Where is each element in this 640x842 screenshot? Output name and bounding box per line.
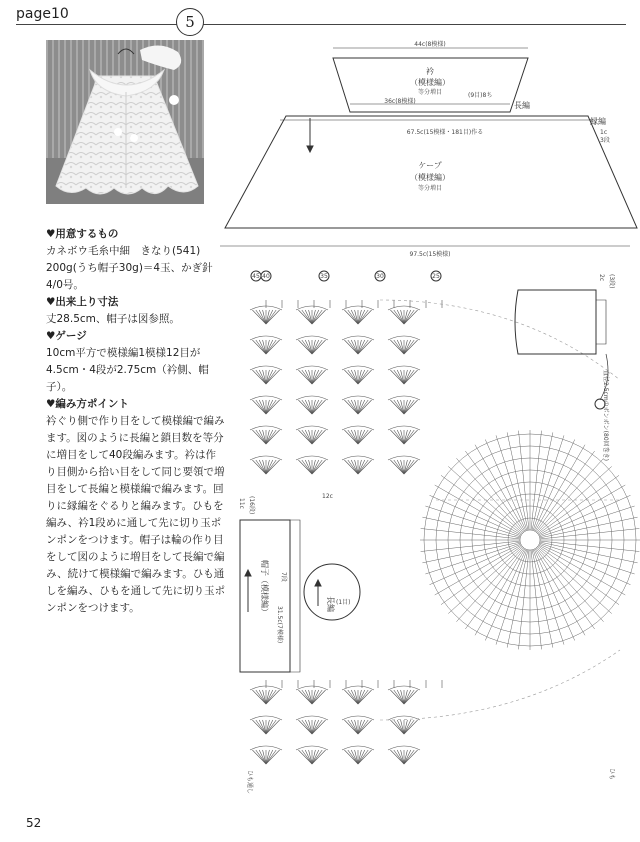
crown-spoke bbox=[456, 458, 523, 532]
crown-spoke bbox=[533, 550, 564, 645]
stitch-mark bbox=[358, 460, 365, 474]
fan-arc bbox=[296, 426, 328, 430]
stitch-mark bbox=[404, 460, 411, 474]
crown-spoke bbox=[448, 547, 522, 614]
stitch-mark bbox=[305, 750, 312, 764]
fan-arc bbox=[388, 686, 420, 690]
pompom-note: 直径2.5cmのポンポン(80回巻き) bbox=[602, 370, 609, 462]
stitch-mark bbox=[266, 720, 273, 734]
stitch-mark bbox=[312, 690, 319, 704]
stitch-mark bbox=[358, 720, 365, 734]
stitch-mark bbox=[397, 690, 404, 704]
fan-arc bbox=[342, 366, 374, 370]
fan-arc bbox=[250, 336, 282, 340]
stitch-mark bbox=[397, 460, 404, 474]
fan-arc bbox=[250, 426, 282, 430]
crown-spoke bbox=[485, 440, 526, 531]
stitch-mark bbox=[351, 310, 358, 324]
stitch-mark bbox=[252, 460, 266, 474]
collar-title: 衿 bbox=[426, 67, 434, 76]
stitch-mark bbox=[358, 750, 365, 764]
edge-size-label: 1c bbox=[600, 129, 608, 136]
fan-arc bbox=[388, 336, 420, 340]
stitch-mark bbox=[312, 460, 319, 474]
stitch-mark bbox=[266, 460, 273, 474]
stitch-mark bbox=[404, 340, 418, 354]
stitch-mark bbox=[298, 370, 312, 384]
stitch-mark bbox=[358, 340, 372, 354]
stitch-mark bbox=[312, 690, 326, 704]
stitch-mark bbox=[404, 460, 418, 474]
stitch-mark bbox=[266, 430, 273, 444]
bonnet-sketch bbox=[515, 290, 608, 409]
stitch-mark bbox=[266, 310, 273, 324]
cape-width-label: 97.5c(15模様) bbox=[409, 251, 451, 258]
crown-spoke bbox=[540, 541, 639, 551]
stitch-mark bbox=[390, 370, 404, 384]
stitch-mark bbox=[390, 460, 404, 474]
dim-right-rows: (3段) bbox=[608, 274, 615, 289]
stitch-mark bbox=[259, 430, 266, 444]
crown-spoke bbox=[540, 529, 639, 539]
stitch-mark bbox=[266, 400, 273, 414]
crown-spoke bbox=[537, 547, 611, 614]
crown-spoke bbox=[456, 547, 523, 621]
stitch-mark bbox=[312, 460, 326, 474]
fan-arc bbox=[388, 306, 420, 310]
stitch-mark bbox=[344, 340, 358, 354]
stitch-mark bbox=[344, 750, 358, 764]
stitch-mark bbox=[312, 750, 326, 764]
stitch-mark bbox=[266, 430, 280, 444]
stitch-mark bbox=[344, 400, 358, 414]
crown-spoke bbox=[430, 495, 521, 536]
stitch-mark bbox=[390, 430, 404, 444]
crown-spoke bbox=[533, 435, 564, 530]
stitch-mark bbox=[312, 370, 326, 384]
crown-spoke bbox=[421, 541, 520, 551]
collar-width-label: 44c(8模様) bbox=[414, 41, 446, 48]
collar-rows-label: (9目)8ち bbox=[468, 92, 493, 99]
fan-arc bbox=[388, 746, 420, 750]
stitch-mark bbox=[404, 340, 411, 354]
hat-title: 帽子（模様編） bbox=[260, 560, 269, 616]
stitch-mark bbox=[252, 430, 266, 444]
row-mark-30: 30 bbox=[376, 273, 384, 280]
stitch-mark bbox=[312, 400, 326, 414]
stitch-mark bbox=[259, 750, 266, 764]
stitch-mark bbox=[266, 690, 280, 704]
stitch-mark bbox=[397, 340, 404, 354]
stitch-mark bbox=[259, 340, 266, 354]
crown-spoke bbox=[539, 544, 630, 585]
tie-label: ひも通し bbox=[246, 770, 253, 795]
stitch-mark bbox=[252, 340, 266, 354]
row-mark-25: 25 bbox=[432, 273, 440, 280]
page-number: 52 bbox=[26, 816, 42, 830]
crown-ring bbox=[520, 530, 540, 550]
stitch-mark bbox=[358, 370, 365, 384]
stitch-mark bbox=[259, 720, 266, 734]
stitch-mark bbox=[312, 400, 319, 414]
stitch-mark bbox=[344, 430, 358, 444]
stitch-mark bbox=[298, 690, 312, 704]
fan-arc bbox=[388, 426, 420, 430]
stitch-mark bbox=[404, 370, 411, 384]
stitch-mark bbox=[252, 370, 266, 384]
fan-arc bbox=[296, 716, 328, 720]
stitch-mark bbox=[298, 720, 312, 734]
stitch-mark bbox=[390, 400, 404, 414]
hat-rows-label: 7段 bbox=[280, 572, 287, 582]
cape-pattern-label: （模様編） bbox=[410, 173, 450, 182]
stitch-mark bbox=[351, 400, 358, 414]
stitch-chart-bottom bbox=[250, 680, 442, 764]
stitch-mark bbox=[404, 690, 411, 704]
fan-arc bbox=[250, 396, 282, 400]
stitch-mark bbox=[397, 400, 404, 414]
crown-spoke bbox=[537, 458, 604, 532]
crown-spoke bbox=[531, 431, 541, 530]
stitch-mark bbox=[358, 460, 372, 474]
crown-spoke bbox=[496, 550, 527, 645]
stitch-mark bbox=[344, 720, 358, 734]
stitch-mark bbox=[404, 720, 418, 734]
stitch-mark bbox=[404, 430, 418, 444]
cape-title: ケープ bbox=[418, 161, 442, 170]
stitch-chart-top bbox=[250, 300, 442, 474]
stitch-mark bbox=[404, 310, 411, 324]
gauge-heading: ♥ゲージ bbox=[46, 330, 87, 342]
fan-arc bbox=[388, 396, 420, 400]
stitch-mark bbox=[312, 310, 319, 324]
fan-arc bbox=[388, 456, 420, 460]
fan-arc bbox=[296, 456, 328, 460]
crown-spoke bbox=[421, 529, 520, 539]
crown-spoke bbox=[496, 435, 527, 530]
crown-spoke bbox=[539, 495, 630, 536]
collar-note: 等分増目 bbox=[417, 89, 443, 96]
materials-text: カネボウ毛糸中細 きなり(541) 200g(うち帽子30g)＝4玉、かぎ針4/0号。 bbox=[46, 245, 213, 291]
stitch-mark bbox=[305, 430, 312, 444]
stitch-mark bbox=[312, 750, 319, 764]
stitch-mark bbox=[358, 400, 365, 414]
crown-spoke bbox=[540, 506, 635, 537]
stitch-mark bbox=[312, 370, 319, 384]
stitch-mark bbox=[298, 310, 312, 324]
crown-spoke bbox=[534, 549, 575, 640]
row-mark-35: 35 bbox=[320, 273, 328, 280]
row-mark-40: 40 bbox=[262, 273, 270, 280]
fan-arc bbox=[250, 716, 282, 720]
stitch-mark bbox=[266, 750, 273, 764]
row-marks bbox=[251, 271, 441, 281]
stitch-mark bbox=[266, 370, 280, 384]
stitch-mark bbox=[358, 750, 372, 764]
stitch-mark bbox=[358, 430, 372, 444]
stitch-mark bbox=[305, 310, 312, 324]
fan-arc bbox=[296, 306, 328, 310]
gauge-text: 10cm平方で模様編1模様12目が4.5cm・4段が2.75cm（衿側、帽子）。 bbox=[46, 347, 209, 393]
fan-arc bbox=[342, 716, 374, 720]
fan-arc bbox=[342, 306, 374, 310]
stitch-mark bbox=[404, 720, 411, 734]
hat-width-label: 31.5c(7模様) bbox=[276, 606, 283, 644]
stitch-mark bbox=[252, 400, 266, 414]
dashed-guides bbox=[380, 300, 620, 720]
stitch-mark bbox=[390, 720, 404, 734]
stitch-mark bbox=[259, 690, 266, 704]
crown-spoke bbox=[430, 544, 521, 585]
stitch-mark bbox=[351, 430, 358, 444]
fan-arc bbox=[342, 426, 374, 430]
method-text: 衿ぐり側で作り目をして模様編で編みます。図のように長編と鎖目数を等分に増目をして40段編みます。衿は作り目側から拾い目をして同じ要領で増目をして長編と模様編で編みます。回りに縁編をぐるりと編みます。ひもを編み、衿1段めに通して先に切り玉ポンポンをつけます。帽子は輪の作り目をして図のように増目をして長編で編み、続けて模様編で編みます。ひも通しを編み、ひもを通して先に切り玉ポンポンをつけます。 bbox=[46, 415, 226, 614]
stitch-mark bbox=[404, 400, 411, 414]
stitch-mark bbox=[358, 310, 365, 324]
stitch-mark bbox=[404, 400, 418, 414]
stitch-mark bbox=[358, 310, 372, 324]
stitch-mark bbox=[305, 400, 312, 414]
stitch-mark bbox=[351, 460, 358, 474]
stitch-mark bbox=[358, 690, 365, 704]
stitch-mark bbox=[259, 370, 266, 384]
fan-arc bbox=[388, 366, 420, 370]
fan-arc bbox=[250, 456, 282, 460]
crown-spoke bbox=[534, 440, 575, 531]
row-mark-45: 45 bbox=[252, 273, 260, 280]
fan-arc bbox=[296, 366, 328, 370]
stitch-mark bbox=[351, 720, 358, 734]
stitch-mark bbox=[344, 460, 358, 474]
stitch-mark bbox=[298, 400, 312, 414]
stitch-mark bbox=[358, 400, 372, 414]
fan-arc bbox=[250, 746, 282, 750]
stitch-mark bbox=[397, 430, 404, 444]
stitch-mark bbox=[351, 340, 358, 354]
dim-right-label: 2c bbox=[598, 274, 605, 282]
tie-label-right: ひも bbox=[608, 768, 615, 781]
stitch-mark bbox=[404, 750, 411, 764]
stitch-mark bbox=[305, 720, 312, 734]
stitch-mark bbox=[404, 690, 418, 704]
stitch-mark bbox=[266, 750, 280, 764]
stitch-mark bbox=[312, 430, 319, 444]
size-heading: ♥出来上り寸法 bbox=[46, 296, 119, 308]
stitch-mark bbox=[252, 310, 266, 324]
stitch-mark bbox=[390, 310, 404, 324]
stitch-mark bbox=[390, 340, 404, 354]
stitch-mark bbox=[344, 310, 358, 324]
crown-spoke bbox=[531, 550, 541, 649]
stitch-mark bbox=[312, 720, 326, 734]
stitch-mark bbox=[404, 310, 418, 324]
cape-note: 等分増目 bbox=[417, 185, 443, 192]
stitch-mark bbox=[390, 750, 404, 764]
stitch-mark bbox=[266, 460, 280, 474]
stitch-mark bbox=[305, 690, 312, 704]
fan-arc bbox=[342, 456, 374, 460]
stitch-mark bbox=[266, 340, 280, 354]
stitch-mark bbox=[351, 690, 358, 704]
stitch-mark bbox=[305, 460, 312, 474]
fan-arc bbox=[296, 686, 328, 690]
stitch-mark bbox=[298, 460, 312, 474]
crown-spoke bbox=[540, 543, 635, 574]
stitch-mark bbox=[344, 370, 358, 384]
stitch-mark bbox=[266, 370, 273, 384]
stitch-mark bbox=[397, 370, 404, 384]
size-text: 丈28.5cm、帽子は図参照。 bbox=[46, 313, 180, 325]
stitch-mark bbox=[298, 750, 312, 764]
stitch-mark bbox=[266, 340, 273, 354]
stitch-mark bbox=[404, 750, 418, 764]
stitch-mark bbox=[397, 310, 404, 324]
stitch-mark bbox=[390, 690, 404, 704]
crown-spoke bbox=[519, 550, 529, 649]
crown-spoke bbox=[537, 547, 604, 621]
fan-arc bbox=[296, 336, 328, 340]
stitch-mark bbox=[358, 720, 372, 734]
stitch-mark bbox=[266, 400, 280, 414]
stitch-mark bbox=[312, 430, 326, 444]
edge-rows-label: 3段 bbox=[600, 137, 610, 144]
fan-arc bbox=[342, 336, 374, 340]
hat-schematic bbox=[240, 520, 360, 672]
stitch-mark bbox=[397, 720, 404, 734]
stitch-mark bbox=[259, 460, 266, 474]
page-label: page10 bbox=[16, 6, 69, 22]
stitch-mark bbox=[404, 370, 418, 384]
stitch-mark bbox=[259, 400, 266, 414]
stitch-mark bbox=[358, 370, 372, 384]
collar-pattern-label: （模様編） bbox=[410, 78, 450, 87]
stitch-mark bbox=[358, 430, 365, 444]
hat-crown-count: (1目) bbox=[336, 599, 351, 606]
hat-crown-chart bbox=[420, 430, 640, 650]
stitch-mark bbox=[252, 690, 266, 704]
fan-arc bbox=[250, 366, 282, 370]
stitch-mark bbox=[351, 370, 358, 384]
stitch-mark bbox=[259, 310, 266, 324]
hat-crown-label: 長編 bbox=[326, 596, 335, 612]
crown-spoke bbox=[485, 549, 526, 640]
fan-arc bbox=[296, 746, 328, 750]
cape-inner-width-label: 67.5c(15模様・181目)作る bbox=[406, 129, 484, 136]
stitch-mark bbox=[266, 720, 280, 734]
stitch-mark bbox=[351, 750, 358, 764]
dim-mid-label: 12c bbox=[322, 493, 333, 500]
stitch-mark bbox=[305, 370, 312, 384]
stitch-mark bbox=[252, 750, 266, 764]
fan-arc bbox=[388, 716, 420, 720]
crown-spoke bbox=[425, 543, 520, 574]
fan-arc bbox=[342, 396, 374, 400]
crown-spoke bbox=[425, 506, 520, 537]
fan-arc bbox=[296, 396, 328, 400]
stitch-mark bbox=[298, 430, 312, 444]
stitch-mark bbox=[312, 340, 326, 354]
stitch-mark bbox=[312, 340, 319, 354]
stitch-mark bbox=[305, 340, 312, 354]
materials-heading: ♥用意するもの bbox=[46, 228, 119, 240]
fan-arc bbox=[342, 686, 374, 690]
stitch-mark bbox=[312, 310, 326, 324]
stitch-mark bbox=[252, 720, 266, 734]
method-heading: ♥編み方ポイント bbox=[46, 398, 129, 410]
stitch-mark bbox=[404, 430, 411, 444]
stitch-mark bbox=[344, 690, 358, 704]
dim-left-label: 11c bbox=[238, 498, 245, 509]
collar-inner-label: 36c(8模様) bbox=[384, 98, 416, 105]
long-stitch-label: 長編 bbox=[514, 101, 530, 110]
stitch-mark bbox=[266, 690, 273, 704]
edge-label: 縁編 bbox=[590, 117, 606, 126]
crown-spoke bbox=[519, 431, 529, 530]
pattern-number-badge: 5 bbox=[176, 8, 204, 36]
stitch-mark bbox=[312, 720, 319, 734]
stitch-mark bbox=[358, 340, 365, 354]
stitch-mark bbox=[298, 340, 312, 354]
stitch-mark bbox=[397, 750, 404, 764]
dim-left-rows: (16段) bbox=[248, 496, 255, 515]
stitch-mark bbox=[266, 310, 280, 324]
fan-arc bbox=[342, 746, 374, 750]
stitch-mark bbox=[358, 690, 372, 704]
